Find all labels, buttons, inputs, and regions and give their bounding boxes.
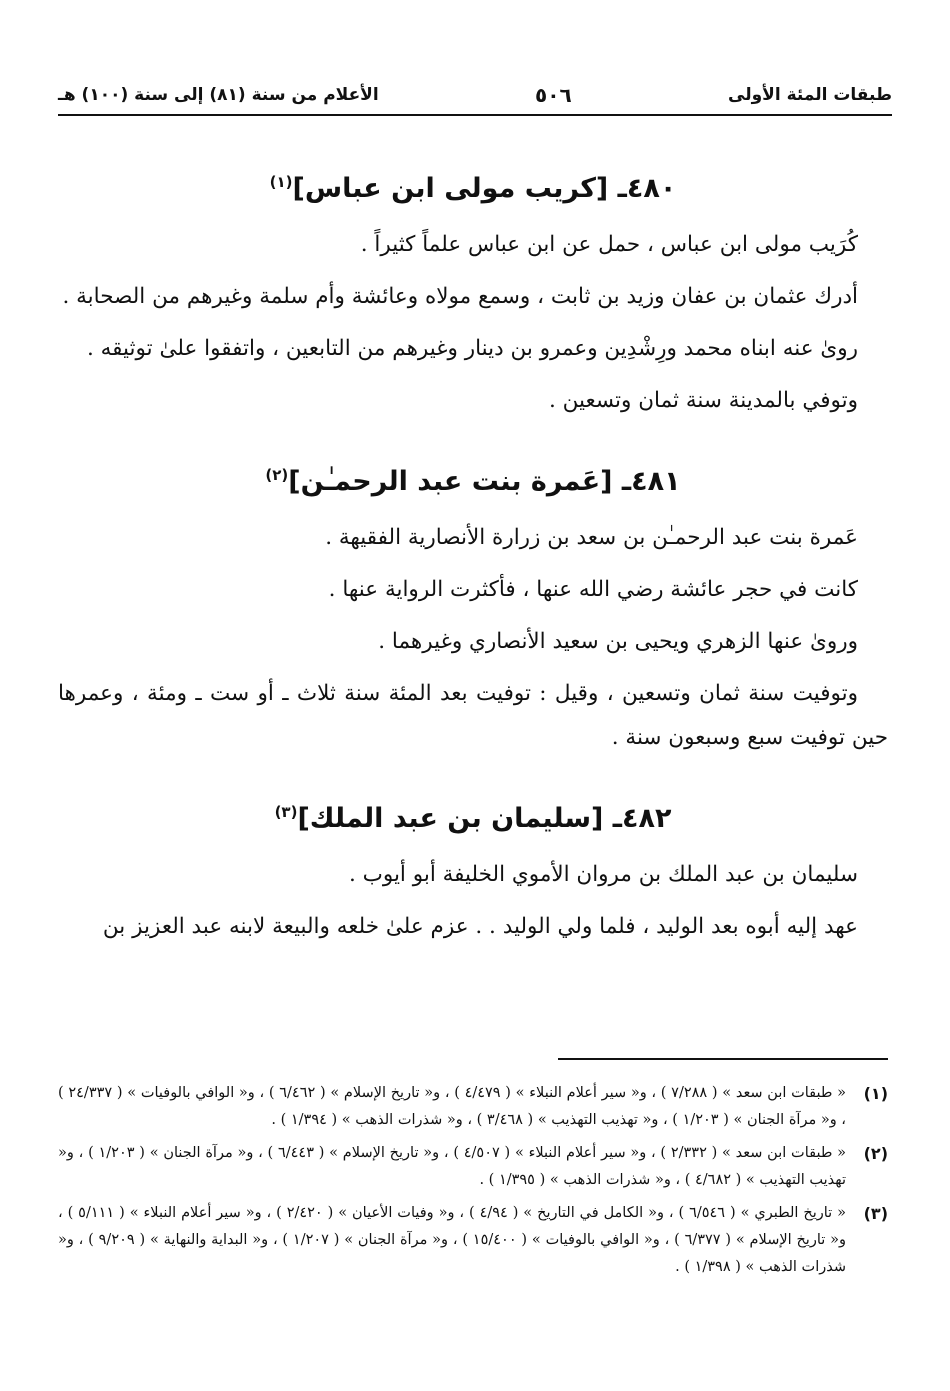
footnote [58,1080,888,1134]
paragraph: وتوفيت سنة ثمان وتسعين ، وقيل : توفيت بعد المئة سنة ثلاث ـ أو ست ـ ومئة ، وعمرها حين توفيت سبع وسبعون سنة . [58,681,888,750]
paragraph: روىٰ عنه ابناه محمد ورِشْدِين وعمرو بن دينار وغيرهم من التابعين ، واتفقوا علىٰ توثيقه . [86,336,858,361]
footnote-mark: (١) [269,173,293,191]
entry-title-text: ٤٨٠ـ [كريب مولى ابن عباس] [292,173,677,204]
entry-title [58,790,888,841]
footnote-mark: (٢) [265,466,289,484]
footnote-number: (٣) [863,1204,888,1223]
footnote-text: « تاريخ الطبري » ( ٦/٥٤٦ ) ، و« الكامل في التاريخ » ( ٤/٩٤ ) ، و« وفيات الأعيان » ( ٢/٤٢٠ ) ، و« سير أعلام النبلاء » ( ٥/١١١ ) ، و« تاريخ الإسلام » ( ٦/٣٧٧ ) ، و« الوافي بالوفيات » ( ١٥/٤٠٠ ) ، و« مرآة الجنان » ( ١/٢٠٧ ) ، و« البداية والنهاية » ( ٩/٢٠٩ ) ، و« شذرات الذهب » ( ١/٣٩٨ ) . [58,1205,846,1275]
entry-title-text: ٤٨٢ـ [سليمان بن عبد الملك] [297,803,672,834]
running-header [58,78,892,112]
paragraph: كانت في حجر عائشة رضي الله عنها ، فأكثرت الرواية عنها . [328,577,858,602]
paragraph: أدرك عثمان بن عفان وزيد بن ثابت ، وسمع مولاه وعائشة وأم سلمة وغيرهم من الصحابة . [62,284,858,309]
entry-title-text: ٤٨١ـ [عَمرة بنت عبد الرحمـٰن] [288,466,681,497]
paragraph: عَمرة بنت عبد الرحمـٰن بن سعد بن زرارة الأنصارية الفقيهة . [325,525,858,550]
paragraph: عهد إليه أبوه بعد الوليد ، فلما ولي الوليد . . عزم علىٰ خلعه والبيعة لابنه عبد العزيز بن [102,914,858,939]
footnote [58,1140,888,1194]
entry-480 [58,160,888,423]
entry-title [58,160,888,211]
main-text [58,160,888,979]
paragraph: وروىٰ عنها الزهري ويحيى بن سعيد الأنصاري وغيرهما . [378,629,858,654]
entry-481 [58,453,888,760]
footnote-text: « طبقات ابن سعد » ( ٧/٢٨٨ ) ، و« سير أعلام النبلاء » ( ٤/٤٧٩ ) ، و« تاريخ الإسلام » ( ٦/٤٦٢ ) ، و« الوافي بالوفيات » ( ٢٤/٣٣٧ ) ، و« مرآة الجنان » ( ١/٢٠٣ ) ، و« تهذيب التهذيب » ( ٣/٤٦٨ ) ، و« شذرات الذهب » ( ١/٣٩٤ ) . [58,1085,846,1128]
footnote-text: « طبقات ابن سعد » ( ٢/٣٣٢ ) ، و« سير أعلام النبلاء » ( ٤/٥٠٧ ) ، و« تاريخ الإسلام » ( ٦/٤٤٣ ) ، و« مرآة الجنان » ( ١/٢٠٣ ) ، و« تهذيب التهذيب » ( ٤/٦٨٢ ) ، و« شذرات الذهب » ( ١/٣٩٥ ) . [58,1145,846,1188]
paragraph: سليمان بن عبد الملك بن مروان الأموي الخليفة أبو أيوب . [348,862,858,887]
entry-title [58,453,888,504]
header-book-title: طبقات المئة الأولى [728,85,892,105]
footnote-mark: (٣) [274,803,298,821]
paragraph: وتوفي بالمدينة سنة ثمان وتسعين . [548,388,858,413]
entry-482 [58,790,888,949]
footnote-number: (٢) [863,1144,888,1163]
footnotes [58,1080,888,1287]
footnote-separator [558,1058,888,1060]
page-number: ٥٠٦ [535,83,572,107]
footnote [58,1200,888,1281]
header-rule [58,114,892,116]
paragraph: كُرَيب مولى ابن عباس ، حمل عن ابن عباس علماً كثيراً . [360,232,858,257]
header-section-title: الأعلام من سنة (٨١) إلى سنة (١٠٠) هـ [58,85,379,105]
footnote-number: (١) [863,1084,888,1103]
